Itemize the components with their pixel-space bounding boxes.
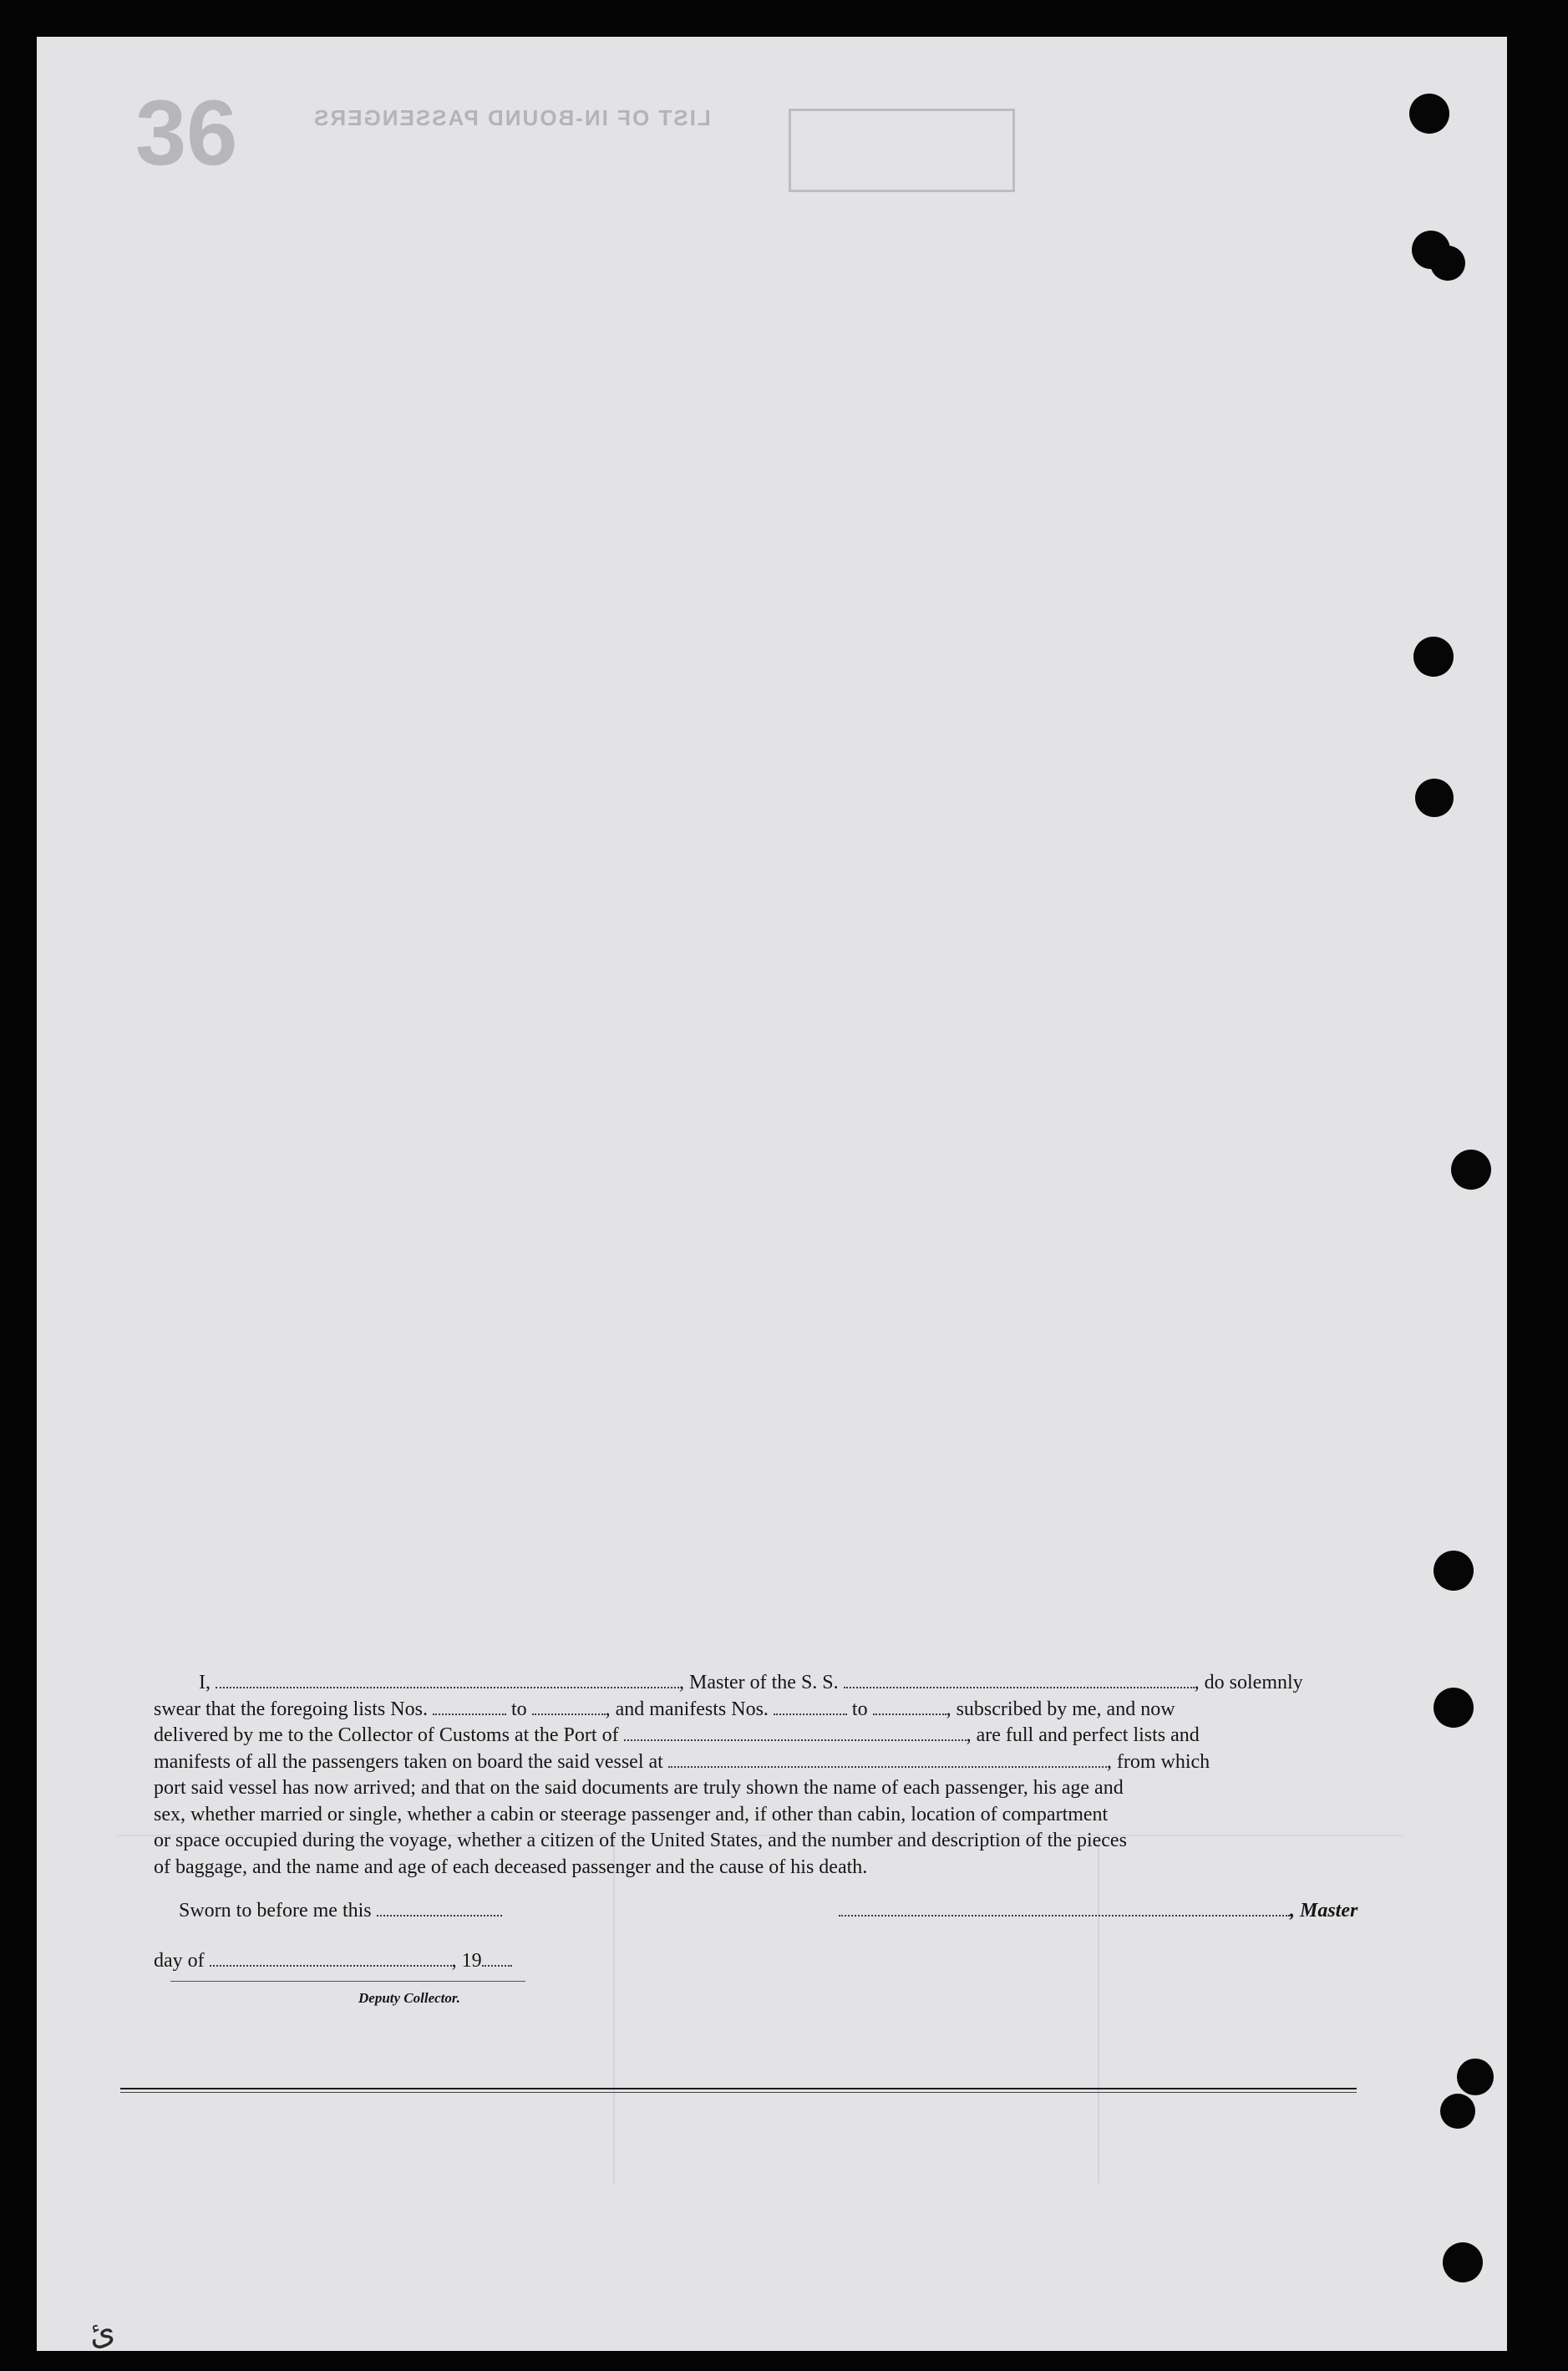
year-prefix-label: , 19: [451, 1950, 482, 1972]
punch-hole: [1451, 1150, 1491, 1190]
embarkation-port-blank[interactable]: [668, 1753, 1107, 1768]
master-signature-blank[interactable]: [839, 1901, 1290, 1917]
faded-list-title: LIST OF IN-BOUND PASSENGERS: [312, 105, 711, 130]
oath-line-5: port said vessel has now arrived; and that on the said documents are truly shown the name of each passenger, his age and: [154, 1777, 1124, 1799]
faint-column-rule: [613, 1833, 615, 2184]
from-which-label: , from which: [1106, 1750, 1210, 1773]
faint-column-rule: [1098, 1833, 1099, 2184]
faded-corner-number: 36: [135, 82, 238, 185]
bottom-rule: [120, 2088, 1357, 2089]
punch-hole: [1457, 2059, 1494, 2095]
and-manifests-label: , and manifests Nos.: [605, 1698, 769, 1720]
to-label: to: [851, 1698, 868, 1720]
vessel-name-blank[interactable]: [844, 1673, 1195, 1688]
manifest-to-blank[interactable]: [873, 1700, 946, 1715]
deputy-signature-rule: [170, 1981, 525, 1982]
sworn-label: Sworn to before me this: [179, 1900, 372, 1922]
sworn-line: [179, 1900, 502, 1922]
delivered-label: delivered by me to the Collector of Customs at the Port of: [154, 1724, 619, 1746]
do-solemnly-label: , do solemnly: [1194, 1672, 1303, 1693]
master-name-blank[interactable]: [216, 1673, 679, 1688]
to-label: to: [510, 1698, 527, 1720]
oath-i-label: I,: [199, 1672, 211, 1693]
year-blank[interactable]: [482, 1952, 512, 1967]
oath-line-8: of baggage, and the name and age of each deceased passenger and the cause of his death.: [154, 1856, 868, 1878]
are-full-label: , are full and perfect lists and: [966, 1724, 1200, 1746]
punch-hole: [1415, 779, 1454, 817]
master-signature-line: [839, 1900, 1357, 1922]
swear-lists-label: swear that the foregoing lists Nos.: [154, 1698, 428, 1720]
month-blank[interactable]: [210, 1952, 452, 1967]
list-from-blank[interactable]: [433, 1700, 506, 1715]
subscribed-label: , subscribed by me, and now: [946, 1698, 1175, 1720]
master-oath-paragraph: [154, 1670, 1394, 1881]
margin-scribble: ئ: [84, 2311, 119, 2354]
punch-hole: [1434, 1688, 1474, 1728]
punch-hole: [1443, 2242, 1483, 2282]
faded-stamp-box: [789, 109, 1015, 192]
punch-hole: [1409, 94, 1449, 134]
bottom-rule-thin: [120, 2092, 1357, 2093]
punch-hole: [1413, 637, 1454, 677]
punch-hole: [1430, 246, 1465, 281]
sworn-day-blank[interactable]: [377, 1901, 502, 1917]
oath-line-7: or space occupied during the voyage, whether a citizen of the United States, and the number and description of the pieces: [154, 1830, 1127, 1851]
punch-hole: [1440, 2094, 1475, 2129]
day-of-label: day of: [154, 1950, 205, 1972]
manifests-all-label: manifests of all the passengers taken on board the said vessel at: [154, 1750, 663, 1773]
master-label: , Master: [1290, 1900, 1358, 1922]
document-page: [37, 37, 1507, 2354]
deputy-collector-caption: [358, 1986, 460, 2008]
master-of-ss-label: , Master of the S. S.: [679, 1672, 839, 1693]
oath-line-6: sex, whether married or single, whether a cabin or steerage passenger and, if other than cabin, location of compartment: [154, 1803, 1109, 1825]
deputy-collector-label: Deputy Collector.: [358, 1990, 460, 2006]
manifest-from-blank[interactable]: [774, 1700, 847, 1715]
punch-hole: [1434, 1551, 1474, 1591]
port-blank[interactable]: [624, 1726, 967, 1741]
list-to-blank[interactable]: [532, 1700, 606, 1715]
day-of-line: [154, 1950, 512, 1972]
